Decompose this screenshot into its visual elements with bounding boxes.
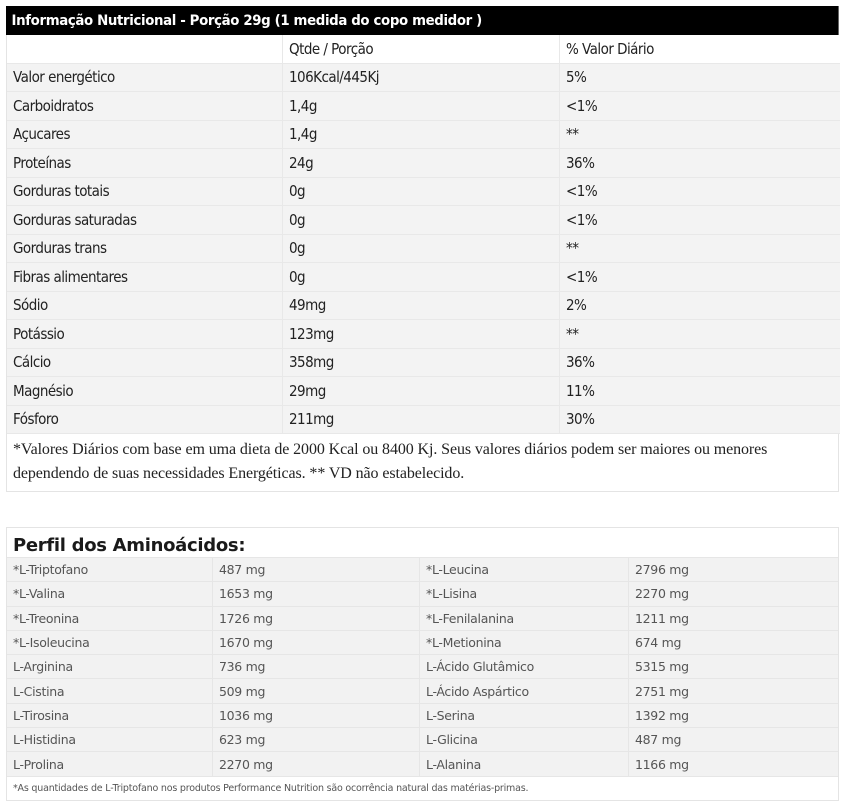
nutrient-name-text: Fibras alimentares — [13, 267, 128, 286]
nutrient-name — [7, 263, 283, 292]
header-daily-value: % Valor Diário — [560, 35, 840, 64]
amino-amount: 736 mg — [213, 654, 420, 678]
nutrient-quantity — [283, 92, 560, 121]
amino-amount: 2270 mg — [213, 751, 420, 775]
amino-name: L-Prolina — [7, 751, 213, 775]
nutrition-table — [6, 6, 839, 492]
nutrient-name-text: Valor energético — [13, 68, 115, 87]
nutrient-daily-value-text: <1% — [566, 267, 598, 286]
nutrient-name — [7, 235, 283, 264]
nutrient-quantity-text: 49mg — [289, 296, 326, 315]
nutrient-daily-value — [560, 349, 840, 378]
nutrient-quantity — [283, 149, 560, 178]
nutrient-name — [7, 92, 283, 121]
nutrient-daily-value — [560, 406, 840, 435]
amino-name: L-Arginina — [7, 654, 213, 678]
header-quantity: Qtde / Porção — [283, 35, 560, 64]
nutrient-name — [7, 178, 283, 207]
nutrition-title: Informação Nutricional - Porção 29g (1 medida do copo medidor ) — [6, 6, 839, 35]
nutrient-daily-value — [560, 178, 840, 207]
nutrient-name — [7, 149, 283, 178]
nutrient-daily-value-text: ** — [566, 324, 579, 343]
nutrient-name — [7, 206, 283, 235]
amino-name: L-Ácido Aspártico — [420, 678, 629, 702]
amino-amount: 2751 mg — [629, 678, 838, 702]
nutrient-daily-value — [560, 235, 840, 264]
nutrient-daily-value-text: <1% — [566, 96, 598, 115]
nutrient-quantity-text: 1,4g — [289, 125, 317, 144]
nutrition-footnote: *Valores Diários com base em uma dieta de 2000 Kcal ou 8400 Kj. Seus valores diários podem ser maiores ou menores dependendo de suas necessidades Energéticas. ** VD não estabelecido. — [6, 434, 839, 492]
nutrient-name-text: Gorduras totais — [13, 182, 110, 201]
nutrient-quantity — [283, 292, 560, 321]
nutrient-quantity-text: 0g — [289, 239, 306, 258]
nutrient-quantity-text: 106Kcal/445Kj — [289, 68, 379, 87]
amino-amount: 5315 mg — [629, 654, 838, 678]
nutrient-name-text: Proteínas — [13, 153, 71, 172]
nutrient-quantity-text: 29mg — [289, 381, 326, 400]
amino-name: L-Serina — [420, 703, 629, 727]
nutrient-name-text: Carboidratos — [13, 96, 94, 115]
nutrient-daily-value-text: <1% — [566, 182, 598, 201]
nutrient-daily-value — [560, 377, 840, 406]
amino-name: *L-Fenilalanina — [420, 606, 629, 630]
amino-amount: 2796 mg — [629, 557, 838, 581]
nutrient-name-text: Fósforo — [13, 410, 59, 429]
amino-name: *L-Lisina — [420, 581, 629, 605]
amino-name: L-Histidina — [7, 727, 213, 751]
nutrient-name-text: Cálcio — [13, 353, 51, 372]
amino-name: L-Alanina — [420, 751, 629, 775]
nutrient-name — [7, 121, 283, 150]
amino-amount: 1036 mg — [213, 703, 420, 727]
nutrient-daily-value — [560, 292, 840, 321]
nutrition-grid — [6, 35, 839, 434]
amino-amount: 1166 mg — [629, 751, 838, 775]
amino-amount: 1726 mg — [213, 606, 420, 630]
nutrient-quantity — [283, 178, 560, 207]
nutrient-daily-value-text: <1% — [566, 210, 598, 229]
amino-amount: 487 mg — [213, 557, 420, 581]
nutrient-daily-value-text: ** — [566, 125, 579, 144]
amino-amount: 1670 mg — [213, 630, 420, 654]
nutrient-name-text: Sódio — [13, 296, 48, 315]
amino-name: *L-Triptofano — [7, 557, 213, 581]
nutrient-quantity-text: 123mg — [289, 324, 334, 343]
amino-grid — [7, 557, 838, 776]
nutrient-daily-value-text: 30% — [566, 410, 595, 429]
nutrient-daily-value — [560, 64, 840, 93]
nutrient-daily-value-text: ** — [566, 239, 579, 258]
amino-amount: 509 mg — [213, 678, 420, 702]
nutrient-quantity-text: 211mg — [289, 410, 334, 429]
amino-name: *L-Isoleucina — [7, 630, 213, 654]
nutrient-quantity — [283, 263, 560, 292]
nutrient-daily-value — [560, 149, 840, 178]
amino-name: *L-Metionina — [420, 630, 629, 654]
nutrient-quantity — [283, 206, 560, 235]
nutrient-name — [7, 64, 283, 93]
amino-amount: 623 mg — [213, 727, 420, 751]
amino-amount: 674 mg — [629, 630, 838, 654]
nutrient-daily-value — [560, 206, 840, 235]
nutrient-quantity-text: 358mg — [289, 353, 334, 372]
nutrient-name — [7, 406, 283, 435]
amino-amount: 2270 mg — [629, 581, 838, 605]
nutrient-name — [7, 377, 283, 406]
nutrient-name-text: Açucares — [13, 125, 70, 144]
nutrient-quantity — [283, 377, 560, 406]
amino-amount: 1653 mg — [213, 581, 420, 605]
amino-name: L-Cistina — [7, 678, 213, 702]
nutrient-daily-value-text: 2% — [566, 296, 587, 315]
nutrient-quantity-text: 0g — [289, 182, 306, 201]
nutrient-name-text: Gorduras trans — [13, 239, 107, 258]
amino-title: Perfil dos Aminoácidos: — [7, 528, 838, 557]
nutrient-quantity-text: 0g — [289, 210, 306, 229]
amino-name: L-Tirosina — [7, 703, 213, 727]
nutrient-name — [7, 349, 283, 378]
nutrient-quantity — [283, 64, 560, 93]
amino-footnote: *As quantidades de L-Triptofano nos produtos Performance Nutrition são ocorrência natural das matérias-primas. — [7, 776, 838, 800]
nutrient-name — [7, 320, 283, 349]
amino-amount: 1392 mg — [629, 703, 838, 727]
nutrient-daily-value-text: 36% — [566, 353, 595, 372]
header-nutrient — [7, 35, 283, 64]
nutrient-daily-value — [560, 263, 840, 292]
nutrient-quantity — [283, 320, 560, 349]
nutrient-daily-value-text: 36% — [566, 153, 595, 172]
nutrient-daily-value-text: 5% — [566, 68, 587, 87]
nutrient-daily-value — [560, 92, 840, 121]
nutrient-name — [7, 292, 283, 321]
amino-name: L-Glicina — [420, 727, 629, 751]
amino-name: L-Ácido Glutâmico — [420, 654, 629, 678]
nutrient-name-text: Magnésio — [13, 381, 74, 400]
nutrient-quantity — [283, 121, 560, 150]
amino-name: *L-Valina — [7, 581, 213, 605]
nutrient-name-text: Gorduras saturadas — [13, 210, 137, 229]
amino-name: *L-Leucina — [420, 557, 629, 581]
nutrient-quantity — [283, 235, 560, 264]
nutrient-daily-value-text: 11% — [566, 381, 595, 400]
nutrient-daily-value — [560, 320, 840, 349]
amino-amount: 487 mg — [629, 727, 838, 751]
nutrient-daily-value — [560, 121, 840, 150]
amino-amount: 1211 mg — [629, 606, 838, 630]
amino-name: *L-Treonina — [7, 606, 213, 630]
amino-acid-table — [6, 527, 839, 801]
nutrient-quantity-text: 0g — [289, 267, 306, 286]
nutrient-quantity-text: 24g — [289, 153, 314, 172]
nutrient-quantity — [283, 349, 560, 378]
nutrient-name-text: Potássio — [13, 324, 65, 343]
nutrient-quantity — [283, 406, 560, 435]
nutrient-quantity-text: 1,4g — [289, 96, 317, 115]
